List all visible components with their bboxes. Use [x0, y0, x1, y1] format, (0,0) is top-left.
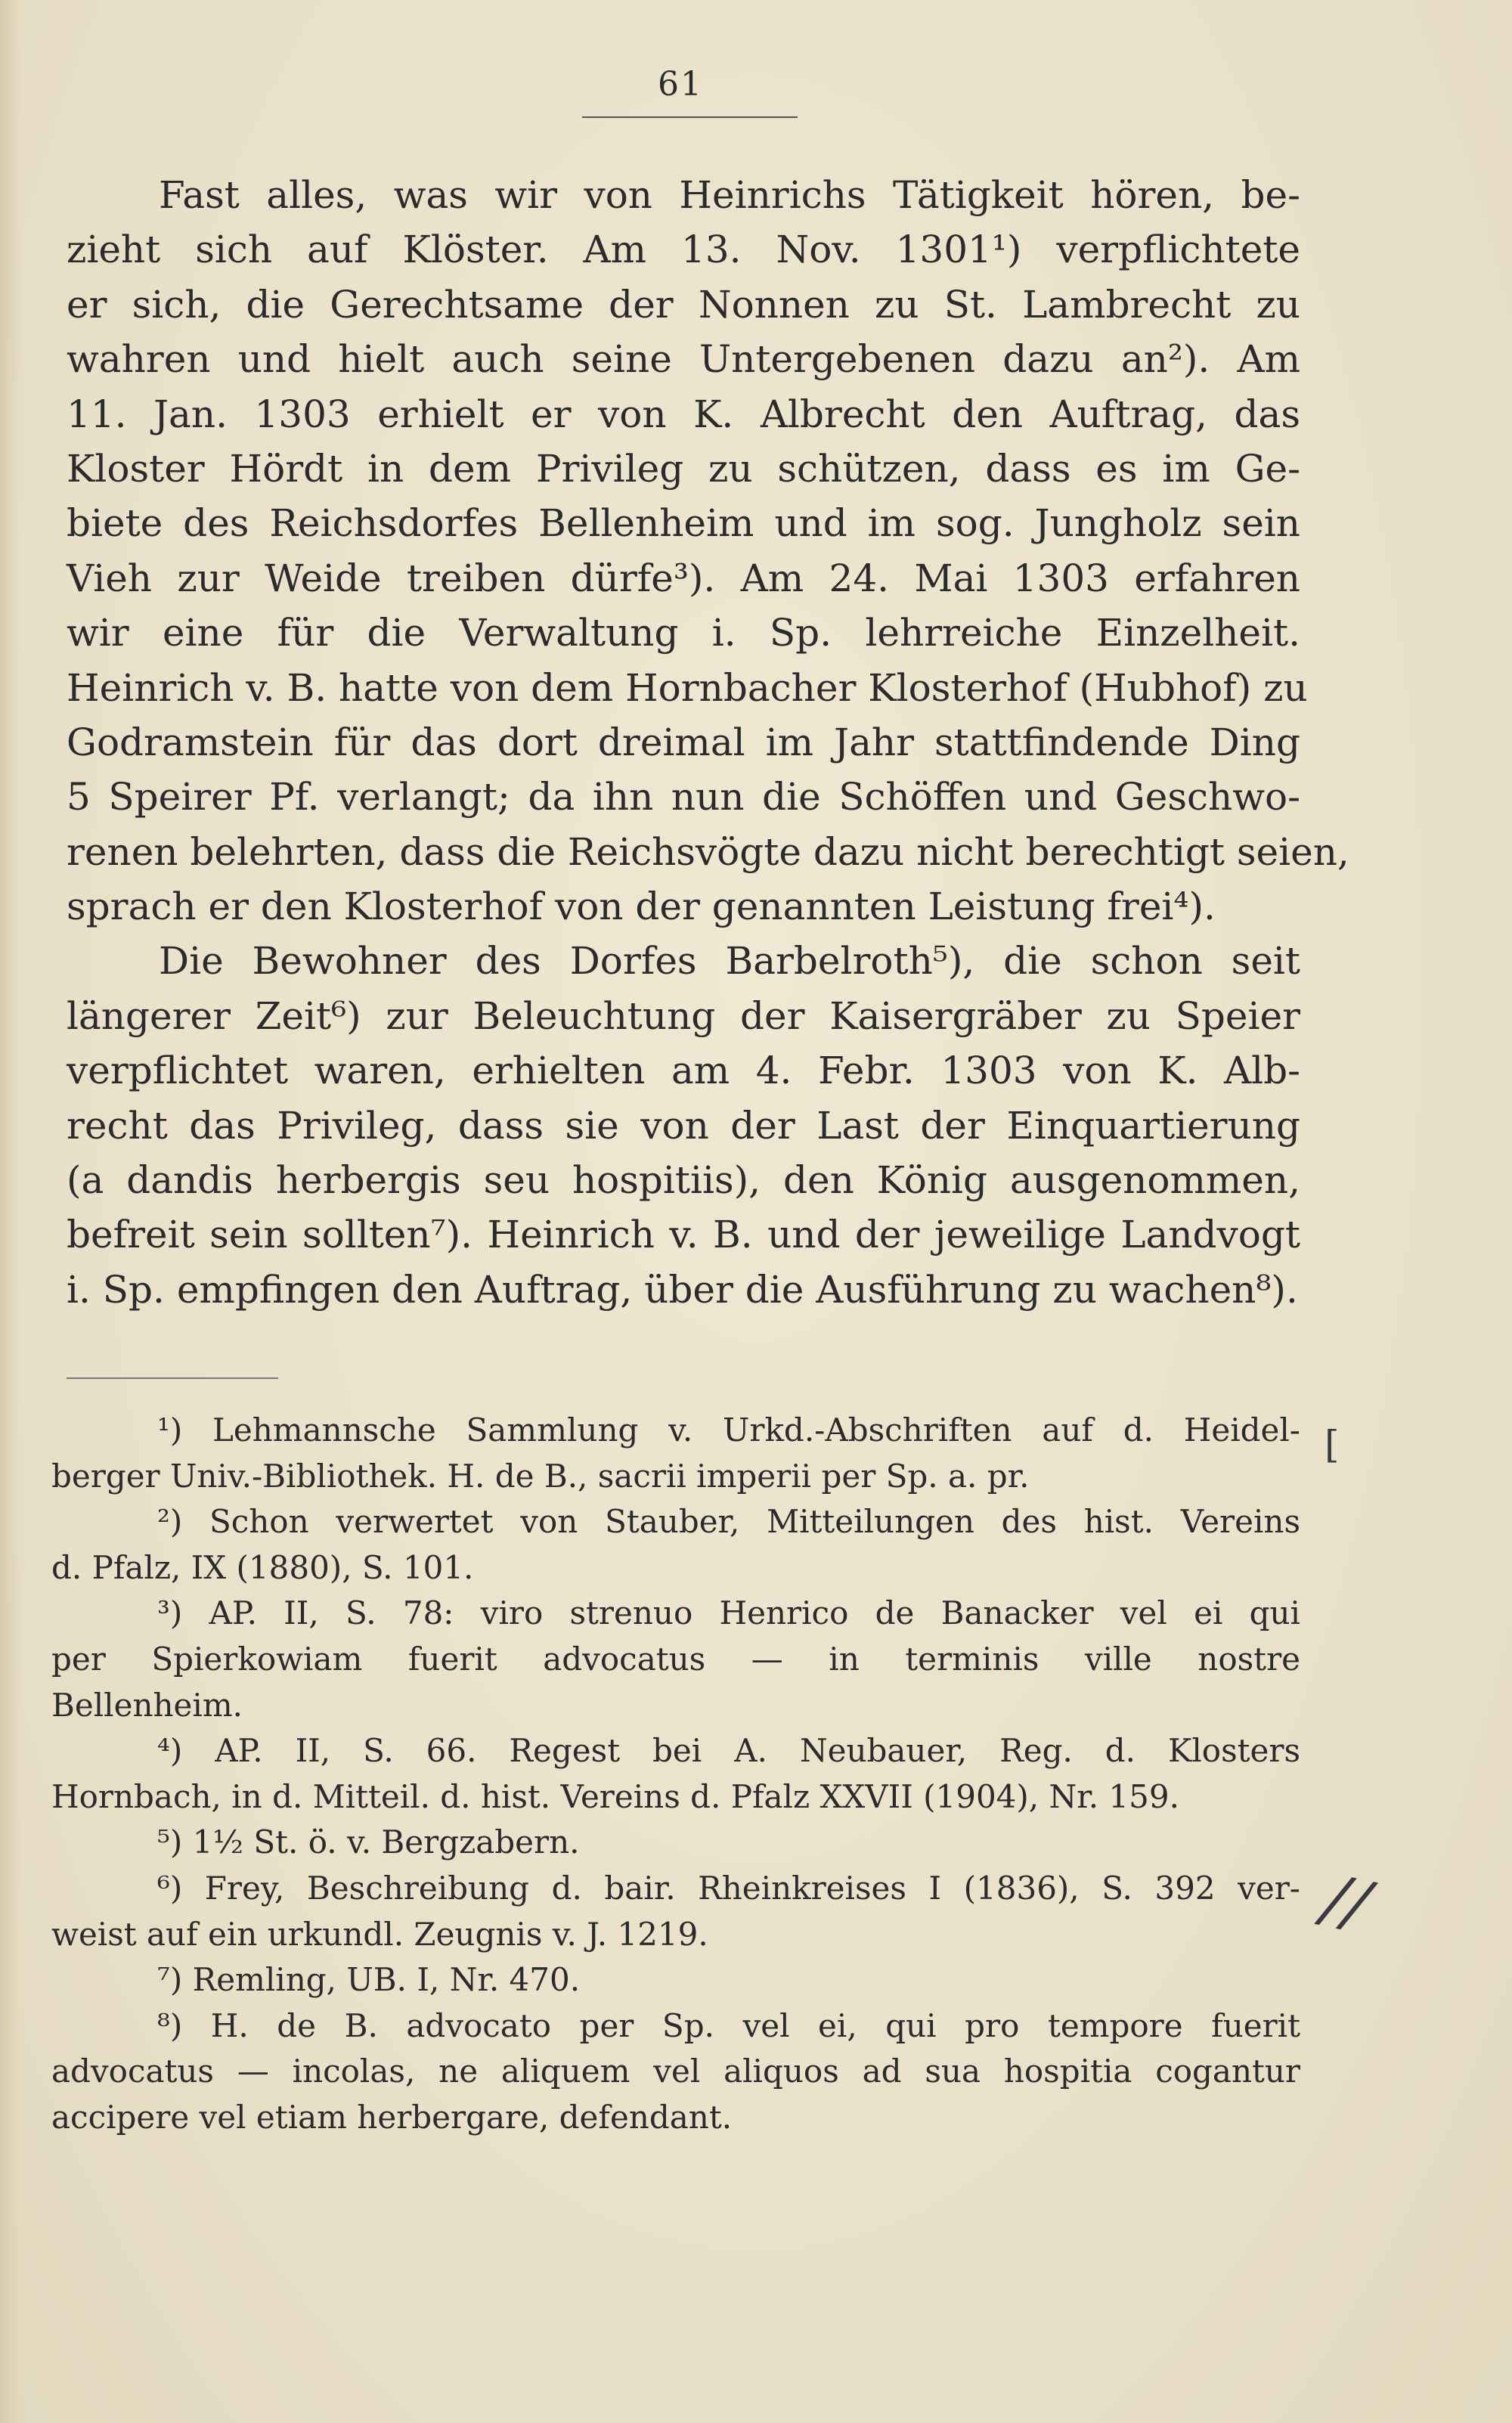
- body-line: Vieh zur Weide treiben dürfe³). Am 24. Mai 1303 erfahren: [67, 556, 1300, 600]
- body-line: Godramstein für das dort dreimal im Jahr stattfindende Ding: [67, 720, 1300, 764]
- body-line: Die Bewohner des Dorfes Barbelroth⁵), die schon seit: [159, 939, 1300, 984]
- footnote-line: ¹) Lehmannsche Sammlung v. Urkd.-Abschriften auf d. Heidel-: [157, 1411, 1300, 1449]
- footnote-line: ⁷) Remling, UB. I, Nr. 470.: [157, 1961, 581, 1999]
- body-line: renen belehrten, dass die Reichsvögte dazu nicht berechtigt seien,: [67, 829, 1349, 874]
- body-line: verpflichtet waren, erhielten am 4. Febr. 1303 von K. Alb-: [67, 1049, 1300, 1093]
- body-line: wir eine für die Verwaltung i. Sp. lehrreiche Einzelheit.: [67, 611, 1300, 655]
- body-line: (a dandis herbergis seu hospitiis), den König ausgenommen,: [67, 1158, 1300, 1203]
- footnote-line: d. Pfalz, IX (1880), S. 101.: [51, 1548, 474, 1586]
- body-line: 5 Speirer Pf. verlangt; da ihn nun die Schöffen und Geschwo-: [67, 775, 1300, 820]
- footnote-line: weist auf ein urkundl. Zeugnis v. J. 1219.: [51, 1915, 708, 1953]
- body-line: zieht sich auf Klöster. Am 13. Nov. 1301¹) verpflichtete: [67, 228, 1300, 272]
- body-line: befreit sein sollten⁷). Heinrich v. B. und der jeweilige Landvogt: [67, 1213, 1300, 1257]
- body-line: Heinrich v. B. hatte von dem Hornbacher Klosterhof (Hubhof) zu: [67, 665, 1308, 710]
- footnote-line: berger Univ.-Bibliothek. H. de B., sacrii imperii per Sp. a. pr.: [51, 1457, 1030, 1495]
- footnote-line: per Spierkowiam fuerit advocatus — in terminis ville nostre: [51, 1640, 1300, 1678]
- margin-bracket-mark: [: [1325, 1423, 1340, 1467]
- footnote-line: accipere vel etiam herbergare, defendant.: [51, 2098, 733, 2136]
- footnote-line: Hornbach, in d. Mitteil. d. hist. Vereins d. Pfalz XXVII (1904), Nr. 159.: [51, 1777, 1179, 1815]
- body-line: 11. Jan. 1303 erhielt er von K. Albrecht den Auftrag, das: [67, 392, 1300, 436]
- body-line: sprach er den Klosterhof von der genannten Leistung frei⁴).: [67, 885, 1216, 929]
- footnotes: [51, 1408, 1300, 2141]
- margin-slash-mark: //: [1317, 1861, 1376, 1944]
- footnote-line: Bellenheim.: [51, 1686, 243, 1724]
- footnote-line: ⁸) H. de B. advocato per Sp. vel ei, qui pro tempore fuerit: [157, 2006, 1300, 2044]
- body-line: Fast alles, was wir von Heinrichs Tätigkeit hören, be-: [159, 173, 1300, 217]
- footnote-line: advocatus — incolas, ne aliquem vel aliquos ad sua hospitia cogantur: [51, 2053, 1300, 2090]
- body-line: längerer Zeit⁶) zur Beleuchtung der Kaisergräber zu Speier: [67, 993, 1300, 1038]
- page-number: 61: [658, 65, 703, 104]
- body-line: biete des Reichsdorfes Bellenheim und im sog. Jungholz sein: [67, 501, 1300, 546]
- body-line: wahren und hielt auch seine Untergebenen dazu an²). Am: [67, 337, 1300, 382]
- page-left-edge: [0, 0, 21, 2423]
- body-line: recht das Privileg, dass sie von der Last der Einquartierung: [67, 1103, 1300, 1148]
- body-line: er sich, die Gerechtsame der Nonnen zu St. Lambrecht zu: [67, 282, 1300, 327]
- footnote-line: ³) AP. II, S. 78: viro strenuo Henrico de Banacker vel ei qui: [157, 1594, 1300, 1632]
- main-text: [67, 168, 1349, 1317]
- footnote-rule: [67, 1377, 278, 1379]
- header-rule: [582, 116, 798, 118]
- body-line: i. Sp. empfingen den Auftrag, über die Ausführung zu wachen⁸).: [67, 1267, 1298, 1312]
- footnote-line: ⁵) 1½ St. ö. v. Bergzabern.: [157, 1823, 580, 1861]
- footnote-line: ⁴) AP. II, S. 66. Regest bei A. Neubauer, Reg. d. Klosters: [157, 1732, 1300, 1770]
- footnote-line: ⁶) Frey, Beschreibung d. bair. Rheinkreises I (1836), S. 392 ver-: [157, 1869, 1300, 1907]
- footnote-line: ²) Schon verwertet von Stauber, Mitteilungen des hist. Vereins: [157, 1503, 1300, 1541]
- body-line: Kloster Hördt in dem Privileg zu schützen, dass es im Ge-: [67, 446, 1300, 491]
